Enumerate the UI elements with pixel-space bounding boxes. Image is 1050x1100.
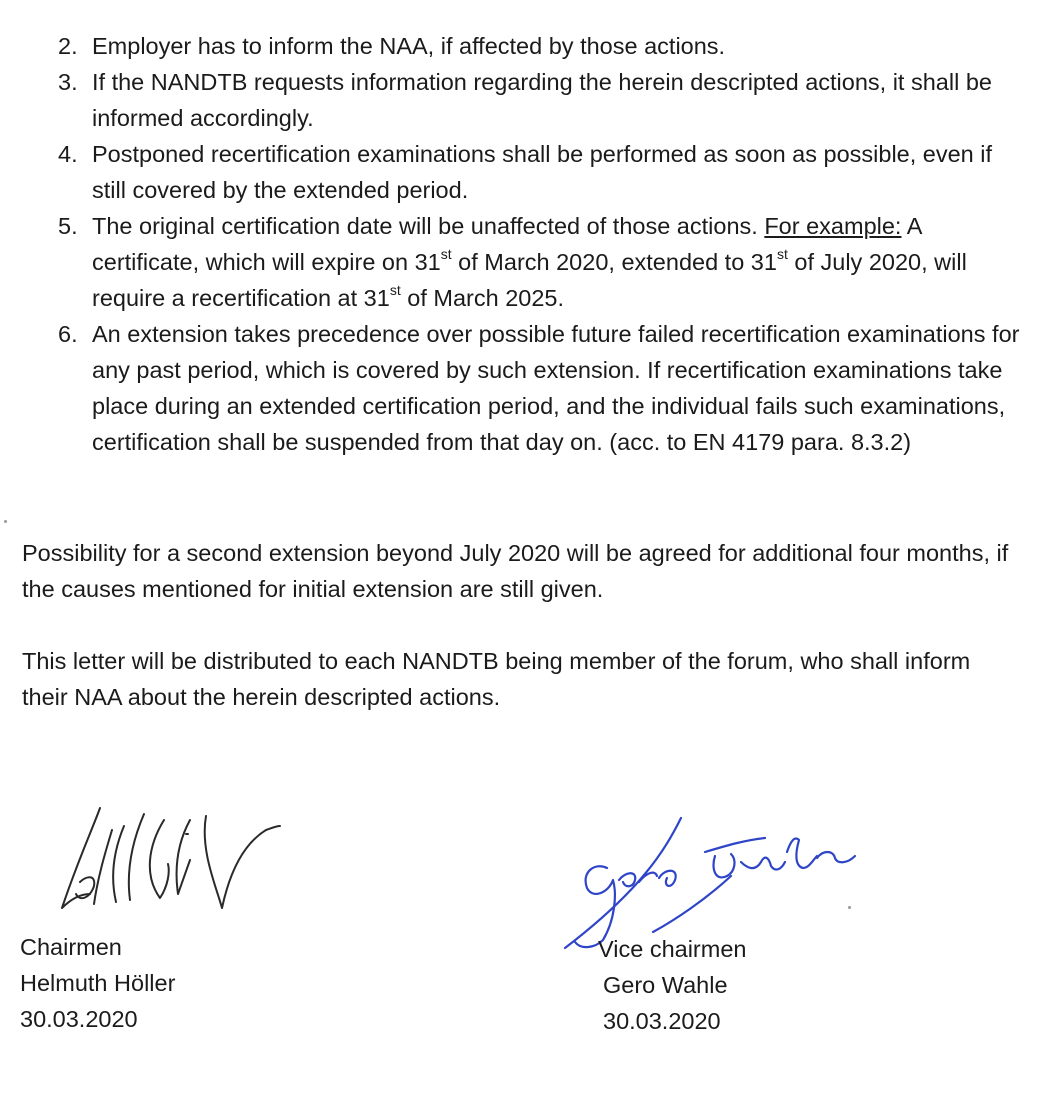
vice-chairman-date: 30.03.2020 — [603, 1008, 721, 1034]
list-item-text — [92, 213, 967, 311]
list-item — [0, 28, 1050, 64]
list-item-number: 3. — [58, 69, 78, 95]
ordinal-suffix: st — [389, 282, 401, 299]
chairman-role: Chairmen — [20, 934, 122, 960]
ordinal-suffix: st — [440, 246, 452, 263]
list-item-number: 4. — [58, 141, 78, 167]
list-item — [0, 136, 1050, 208]
scan-speck — [848, 906, 851, 909]
vice-chairman-signature-block — [598, 931, 746, 1039]
list-item-number: 5. — [58, 213, 78, 239]
list-item-text: If the NANDTB requests information regarding the herein descripted actions, it shall be informed accordingly. — [92, 69, 992, 131]
list-item-text: Employer has to inform the NAA, if affected by those actions. — [92, 33, 726, 59]
vice-chairman-role: Vice chairmen — [598, 936, 747, 962]
ordinal-suffix: st — [776, 246, 788, 263]
list-item-number: 2. — [58, 33, 78, 59]
list-item-text: An extension takes precedence over possible future failed recertification examinations for any past period, which is covered by such extension. If recertification examinations take place during an extended certification period, and the individual fails such examinations, certification shall be suspended from that day on. (acc. to EN 4179 para. 8.3.2) — [92, 321, 1020, 455]
distribution-paragraph: This letter will be distributed to each NANDTB being member of the forum, who shall inform their NAA about the herein descripted actions. — [22, 648, 971, 710]
vice-chairman-name: Gero Wahle — [603, 972, 728, 998]
list-item-text: Postponed recertification examinations shall be performed as soon as possible, even if still covered by the extended period. — [92, 141, 993, 203]
scan-speck — [4, 520, 7, 523]
list-item — [0, 208, 1050, 316]
chairman-date: 30.03.2020 — [20, 1006, 138, 1032]
text-segment: A certificate, which will expire on 31 — [92, 213, 922, 275]
list-item-number: 6. — [58, 321, 78, 347]
chairman-signature-block — [20, 929, 175, 1037]
list-item — [0, 64, 1050, 136]
list-item — [0, 316, 1050, 460]
numbered-list — [0, 28, 1050, 460]
underlined-example-label: For example: — [764, 213, 902, 239]
chairman-signature — [40, 790, 290, 920]
text-segment: of March 2025. — [400, 285, 565, 311]
text-segment: of July 2020, will require a recertification at 31 — [92, 249, 967, 311]
extension-paragraph: Possibility for a second extension beyond July 2020 will be agreed for additional four months, if the causes mentioned for initial extension are still given. — [22, 540, 1009, 602]
chairman-name: Helmuth Höller — [20, 970, 176, 996]
text-segment: The original certification date will be unaffected of those actions. — [92, 213, 765, 239]
text-segment: of March 2020, extended to 31 — [451, 249, 777, 275]
